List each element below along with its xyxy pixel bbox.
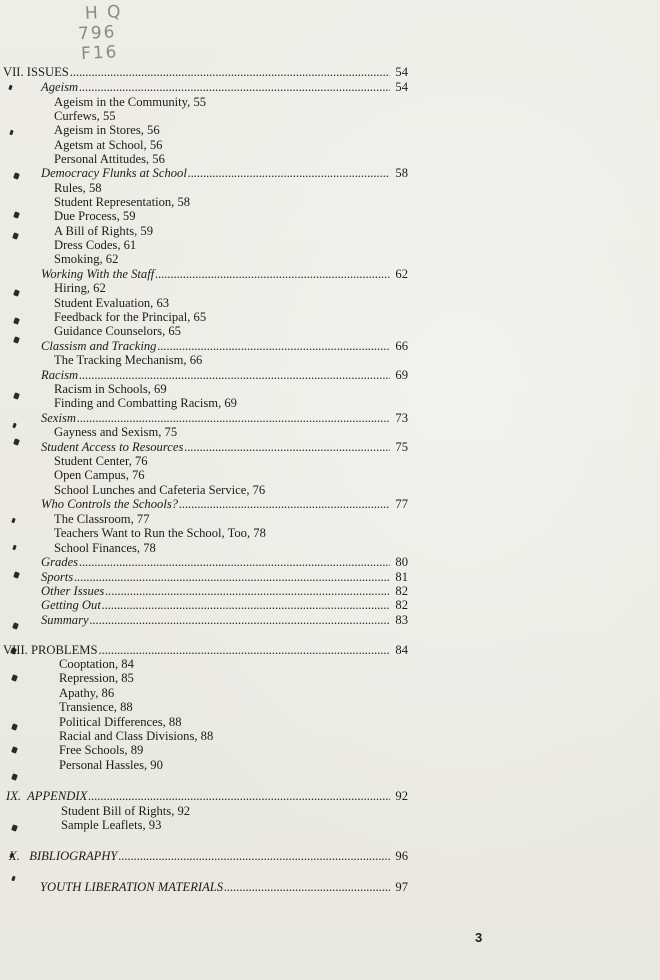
toc-subentry[interactable]: Open Campus, 76: [54, 468, 145, 482]
leader-dots: [70, 65, 390, 79]
toc-subentry[interactable]: Apathy, 86: [59, 686, 115, 700]
toc-entry-label: Sports: [41, 570, 74, 584]
toc-subentry[interactable]: Repression, 85: [59, 671, 134, 685]
toc-entry-label: Racism: [41, 368, 79, 382]
toc-entry-page: 83: [395, 613, 408, 627]
toc-subentry[interactable]: Student Evaluation, 63: [54, 296, 170, 310]
leader-dots: [179, 497, 390, 511]
margin-speck: [12, 423, 17, 429]
page-number: 3: [475, 930, 483, 945]
toc-subentry[interactable]: Ageism in the Community, 55: [54, 95, 207, 109]
shelfmark-line: F16: [80, 42, 119, 65]
margin-speck: [9, 130, 14, 136]
leader-dots: [79, 555, 390, 569]
toc-entry-page: 82: [395, 584, 408, 598]
toc-entry-getting-out[interactable]: [41, 598, 408, 612]
margin-speck: [13, 289, 20, 296]
margin-speck: [13, 438, 20, 445]
toc-subentry[interactable]: Personal Hassles, 90: [59, 758, 163, 772]
toc-entry-appendix[interactable]: [6, 789, 408, 803]
toc-entry-other-issues[interactable]: [41, 584, 408, 598]
toc-subentry[interactable]: Curfews, 55: [54, 109, 116, 123]
toc-entry-democracy[interactable]: [41, 166, 408, 180]
margin-speck: [11, 876, 16, 882]
toc-entry-label: Summary: [41, 613, 89, 627]
toc-subentry[interactable]: Due Process, 59: [54, 209, 136, 223]
toc-subentry[interactable]: Rules, 58: [54, 181, 102, 195]
toc-subentry[interactable]: Free Schools, 89: [59, 743, 144, 757]
toc-entry-label: Ageism: [41, 80, 79, 94]
toc-entry-ageism[interactable]: [41, 80, 408, 94]
toc-entry-page: 62: [395, 267, 408, 281]
toc-subentry[interactable]: Student Representation, 58: [54, 195, 191, 209]
toc-subentry[interactable]: Gayness and Sexism, 75: [54, 425, 178, 439]
toc-subentry[interactable]: Cooptation, 84: [59, 657, 134, 671]
toc-subentry[interactable]: Transience, 88: [59, 700, 133, 714]
toc-entry-problems[interactable]: [3, 643, 408, 657]
leader-dots: [77, 411, 390, 425]
toc-entry-page: 66: [395, 339, 408, 353]
toc-entry-page: 58: [395, 166, 408, 180]
toc-entry-page: 77: [395, 497, 408, 511]
toc-subentry[interactable]: Sample Leaflets, 93: [61, 818, 162, 832]
toc-subentry[interactable]: Political Differences, 88: [59, 715, 182, 729]
margin-speck: [8, 85, 13, 91]
toc-subentry[interactable]: Hiring, 62: [54, 281, 106, 295]
leader-dots: [74, 570, 390, 584]
leader-dots: [188, 166, 390, 180]
toc-subentry[interactable]: Racism in Schools, 69: [54, 382, 167, 396]
toc-entry-page: 80: [395, 555, 408, 569]
leader-dots: [224, 880, 390, 894]
toc-entry-page: 92: [395, 789, 408, 803]
toc-entry-page: 54: [395, 80, 408, 94]
toc-subentry[interactable]: Student Center, 76: [54, 454, 148, 468]
margin-speck: [13, 172, 20, 179]
toc-entry-access[interactable]: [41, 440, 408, 454]
toc-entry-bibliography[interactable]: [9, 849, 408, 863]
margin-speck: [13, 336, 20, 343]
toc-entry-label: Democracy Flunks at School: [41, 166, 187, 180]
toc-entry-label: IX. APPENDIX: [6, 789, 88, 803]
margin-speck: [11, 518, 16, 524]
toc-entry-page: 82: [395, 598, 408, 612]
leader-dots: [155, 267, 390, 281]
margin-speck: [13, 317, 20, 324]
toc-entry-racism[interactable]: [41, 368, 408, 382]
toc-entry-label: Other Issues: [41, 584, 105, 598]
margin-speck: [12, 545, 17, 551]
toc-subentry[interactable]: School Lunches and Cafeteria Service, 76: [54, 483, 266, 497]
shelfmark-line: 796: [77, 22, 117, 45]
toc-subentry[interactable]: Smoking, 62: [54, 252, 119, 266]
leader-dots: [102, 598, 390, 612]
leader-dots: [105, 584, 390, 598]
leader-dots: [90, 613, 390, 627]
leader-dots: [79, 368, 390, 382]
margin-speck: [11, 723, 18, 730]
toc-subentry[interactable]: A Bill of Rights, 59: [54, 224, 154, 238]
toc-entry-sexism[interactable]: [41, 411, 408, 425]
leader-dots: [98, 643, 390, 657]
leader-dots: [118, 849, 390, 863]
toc-entry-page: 81: [395, 570, 408, 584]
margin-speck: [12, 622, 19, 629]
toc-subentry[interactable]: Personal Attitudes, 56: [54, 152, 165, 166]
toc-subentry[interactable]: Teachers Want to Run the School, Too, 78: [54, 526, 266, 540]
leader-dots: [88, 789, 390, 803]
toc-entry-controls[interactable]: [41, 497, 408, 511]
leader-dots: [157, 339, 390, 353]
leader-dots: [184, 440, 390, 454]
margin-speck: [12, 232, 19, 239]
toc-subentry[interactable]: Ageism in Stores, 56: [54, 123, 160, 137]
toc-entry-classism[interactable]: [41, 339, 408, 353]
toc-entry-issues[interactable]: [3, 65, 408, 79]
toc-entry-label: YOUTH LIBERATION MATERIALS: [40, 880, 224, 894]
toc-entry-label: Getting Out: [41, 598, 101, 612]
margin-speck: [11, 674, 18, 681]
margin-speck: [13, 211, 20, 218]
toc-subentry[interactable]: Dress Codes, 61: [54, 238, 137, 252]
toc-subentry[interactable]: School Finances, 78: [54, 541, 156, 555]
margin-speck: [13, 392, 20, 399]
toc-subentry[interactable]: The Tracking Mechanism, 66: [54, 353, 203, 367]
toc-entry-label: Student Access to Resources: [41, 440, 184, 454]
toc-entry-label: Grades: [41, 555, 79, 569]
toc-entry-summary[interactable]: [41, 613, 408, 627]
margin-speck: [11, 773, 18, 780]
toc-subentry[interactable]: The Classroom, 77: [54, 512, 150, 526]
toc-entry-label: Classism and Tracking: [41, 339, 157, 353]
toc-entry-label: Working With the Staff: [41, 267, 155, 281]
margin-speck: [11, 824, 18, 831]
margin-speck: [11, 746, 18, 753]
toc-entry-page: 96: [395, 849, 408, 863]
handwritten-shelfmark: [77, 0, 157, 65]
toc-entry-page: 54: [395, 65, 408, 79]
toc-subentry[interactable]: Guidance Counselors, 65: [54, 324, 181, 338]
leader-dots: [79, 80, 390, 94]
shelfmark-line: H Q: [84, 1, 124, 24]
margin-speck: [13, 571, 20, 578]
toc-entry-label: X. BIBLIOGRAPHY: [9, 849, 118, 863]
toc-entry-page: 75: [395, 440, 408, 454]
toc-entry-label: Who Controls the Schools?: [41, 497, 179, 511]
toc-entry-page: 97: [395, 880, 408, 894]
toc-entry-label: VIII. PROBLEMS: [3, 643, 98, 657]
toc-subentry[interactable]: Finding and Combatting Racism, 69: [54, 396, 237, 410]
toc-subentry[interactable]: Student Bill of Rights, 92: [61, 804, 191, 818]
toc-entry-label: Sexism: [41, 411, 76, 425]
toc-subentry[interactable]: Feedback for the Principal, 65: [54, 310, 207, 324]
toc-entry-grades[interactable]: [41, 555, 408, 569]
toc-entry-youth-liberation[interactable]: [40, 880, 408, 894]
toc-entry-page: 69: [395, 368, 408, 382]
toc-subentry[interactable]: Agetsm at School, 56: [54, 138, 163, 152]
toc-entry-staff[interactable]: [41, 267, 408, 281]
toc-entry-sports[interactable]: [41, 570, 408, 584]
toc-entry-page: 84: [395, 643, 408, 657]
toc-entry-label: VII. ISSUES: [3, 65, 69, 79]
toc-entry-page: 73: [395, 411, 408, 425]
toc-subentry[interactable]: Racial and Class Divisions, 88: [59, 729, 214, 743]
